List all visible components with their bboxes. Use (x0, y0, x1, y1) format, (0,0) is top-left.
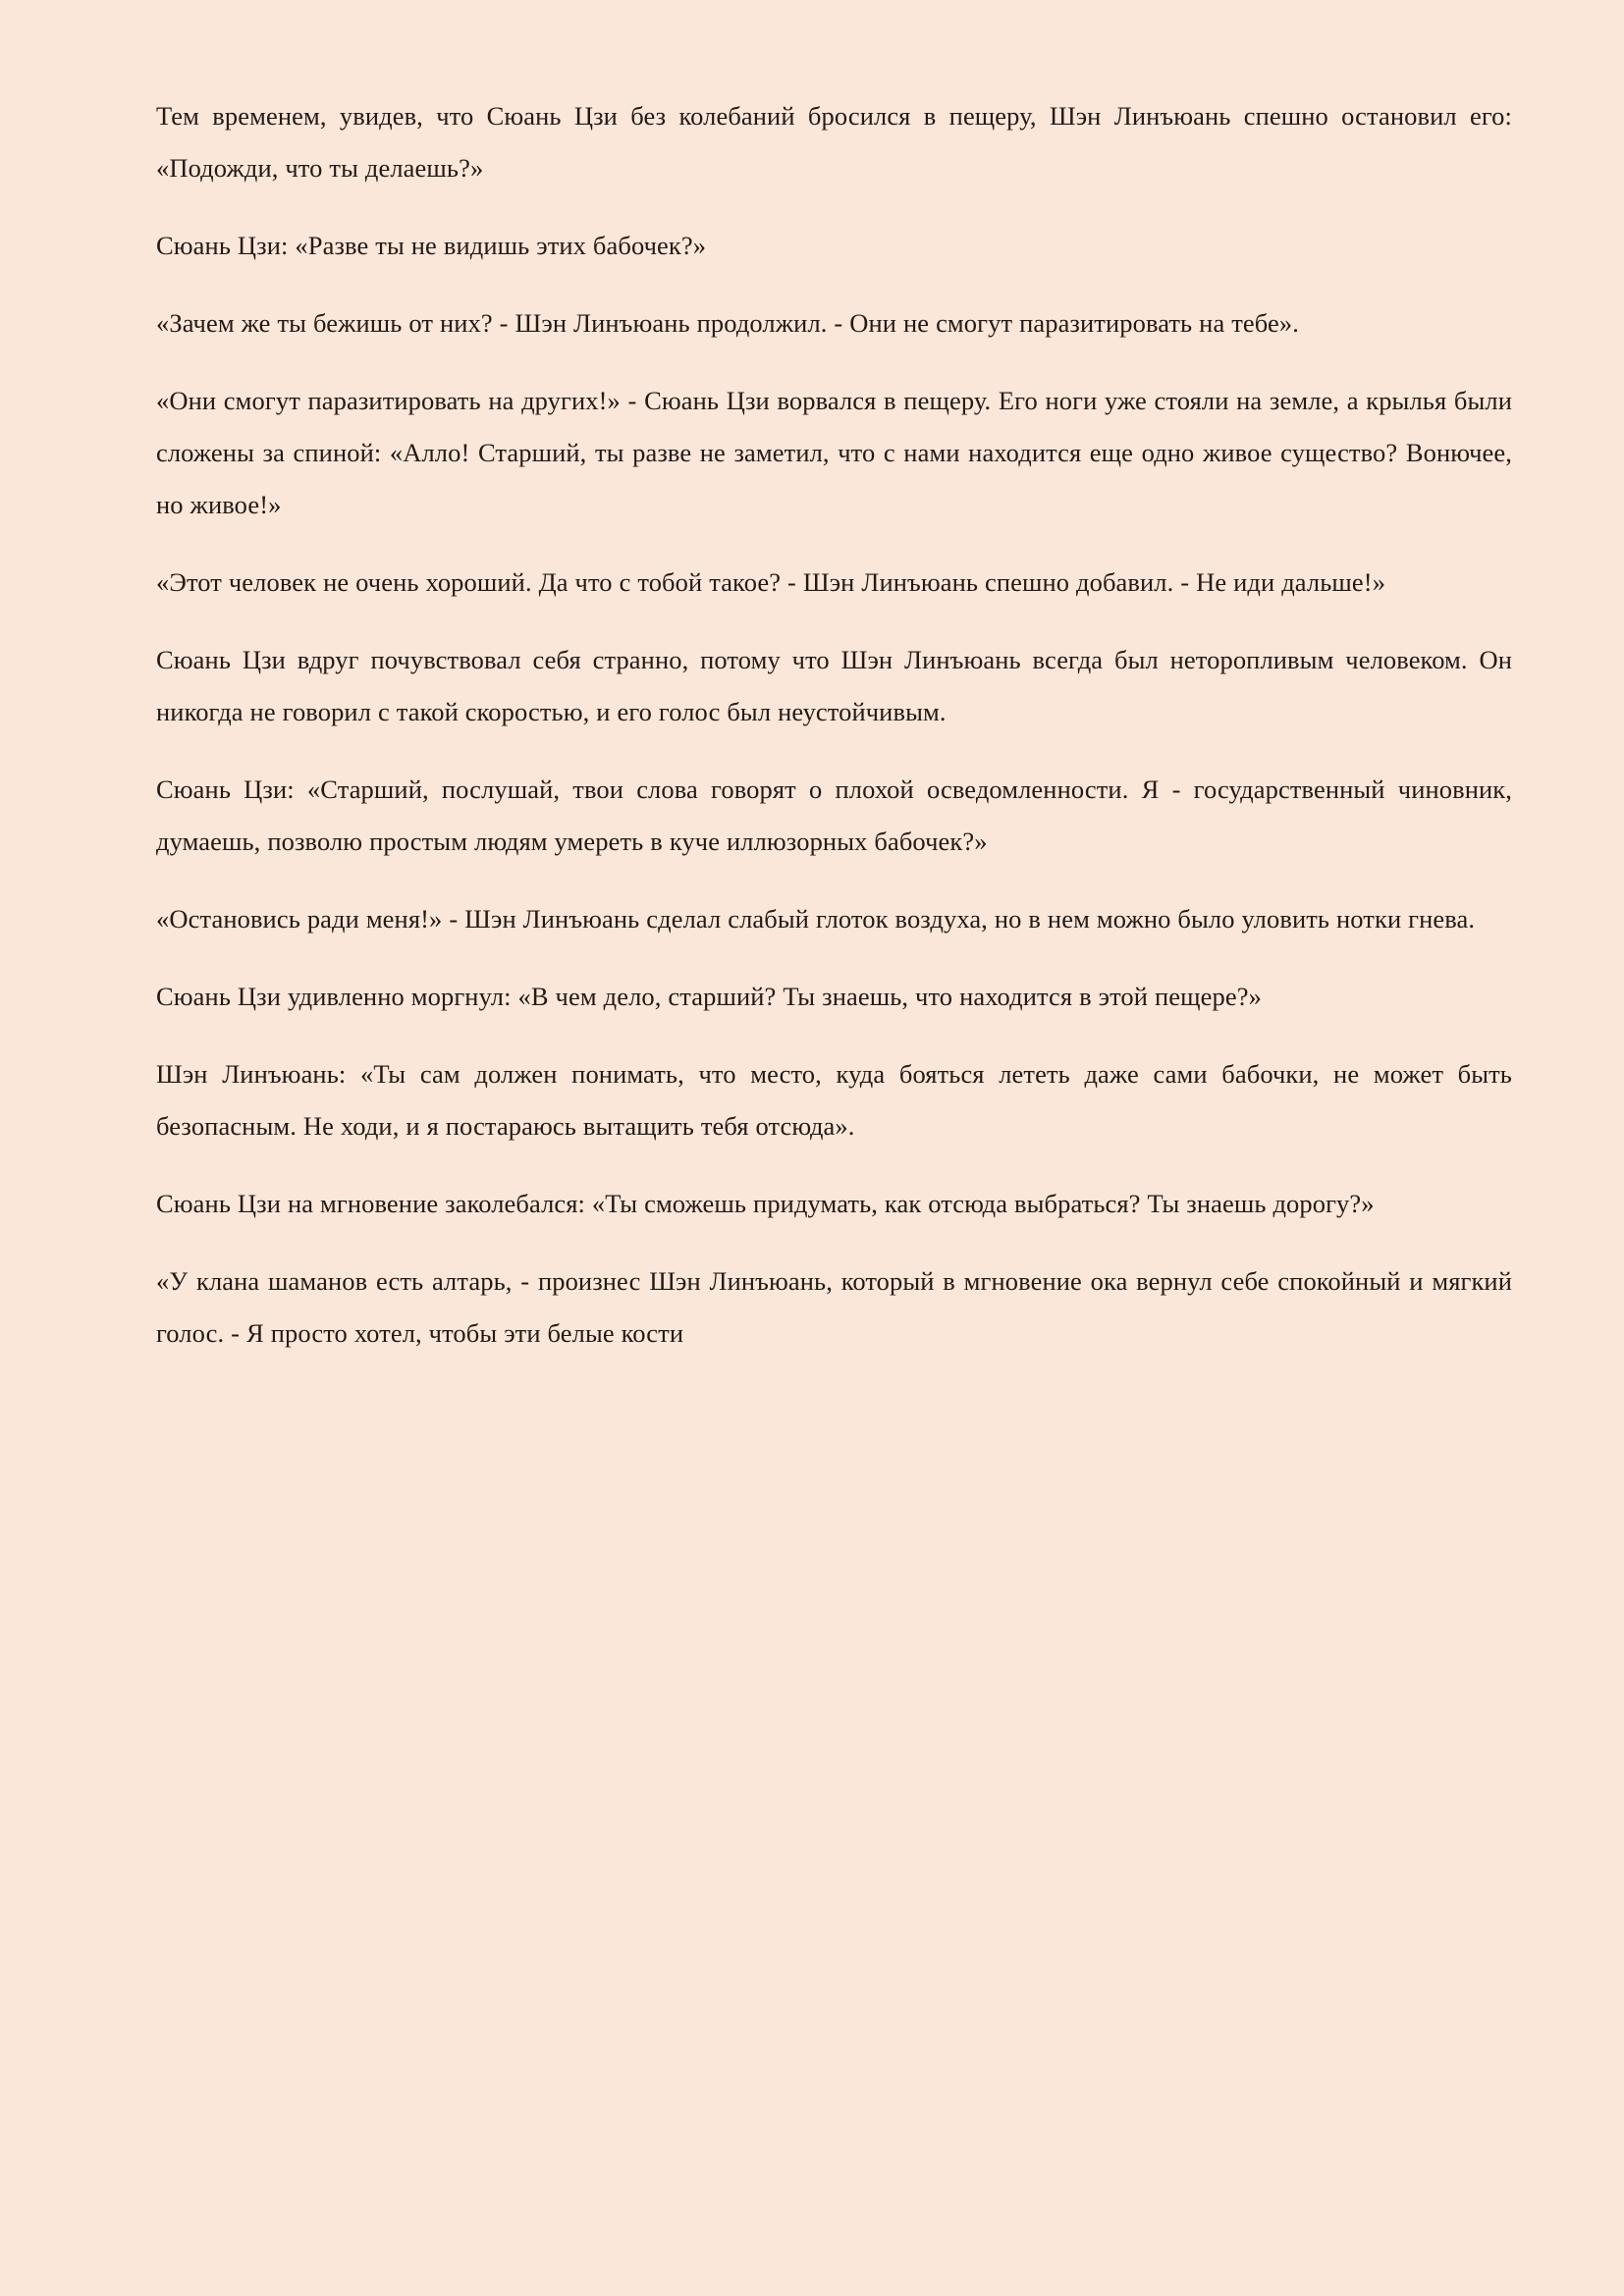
paragraph: «Остановись ради меня!» - Шэн Линъюань сделал слабый глоток воздуха, но в нем можно было уловить нотки гнева. (156, 904, 1476, 934)
document-body (156, 90, 1512, 1360)
paragraph: Сюань Цзи: «Разве ты не видишь этих бабочек?» (156, 231, 707, 260)
paragraph: «Они смогут паразитировать на других!» - Сюань Цзи ворвался в пещеру. Его ноги уже стояли на земле, а крылья были сложены за спиной: «Алло! Старший, ты разве не заметил, что с нами находится еще одно живое существо? Вонючее, но живое!» (156, 386, 1512, 519)
paragraph: Шэн Линъюань: «Ты сам должен понимать, что место, куда бояться лететь даже сами бабочки, не может быть безопасным. Не ходи, и я постараюсь вытащить тебя отсюда». (156, 1059, 1512, 1141)
paragraph: Сюань Цзи на мгновение заколебался: «Ты сможешь придумать, как отсюда выбраться? Ты знаешь дорогу?» (156, 1189, 1375, 1218)
paragraph: Сюань Цзи удивленно моргнул: «В чем дело, старший? Ты знаешь, что находится в этой пещере?» (156, 982, 1262, 1011)
paragraph: Сюань Цзи вдруг почувствовал себя странно, потому что Шэн Линъюань всегда был неторопливым человеком. Он никогда не говорил с такой скоростью, и его голос был неустойчивым. (156, 645, 1512, 726)
paragraph: Сюань Цзи: «Старший, послушай, твои слова говорят о плохой осведомленности. Я - государственный чиновник, думаешь, позволю простым людям умереть в куче иллюзорных бабочек?» (156, 774, 1512, 856)
paragraph: Тем временем, увидев, что Сюань Цзи без колебаний бросился в пещеру, Шэн Линъюань спешно остановил его: «Подожди, что ты делаешь?» (156, 101, 1512, 183)
paragraph: «Зачем же ты бежишь от них? - Шэн Линъюань продолжил. - Они не смогут паразитировать на тебе». (156, 308, 1299, 338)
paragraph: «У клана шаманов есть алтарь, - произнес Шэн Линъюань, который в мгновение ока вернул себе спокойный и мягкий голос. - Я просто хотел, чтобы эти белые кости (156, 1266, 1512, 1348)
paragraph: «Этот человек не очень хороший. Да что с тобой такое? - Шэн Линъюань спешно добавил. - Не иди дальше!» (156, 567, 1386, 597)
